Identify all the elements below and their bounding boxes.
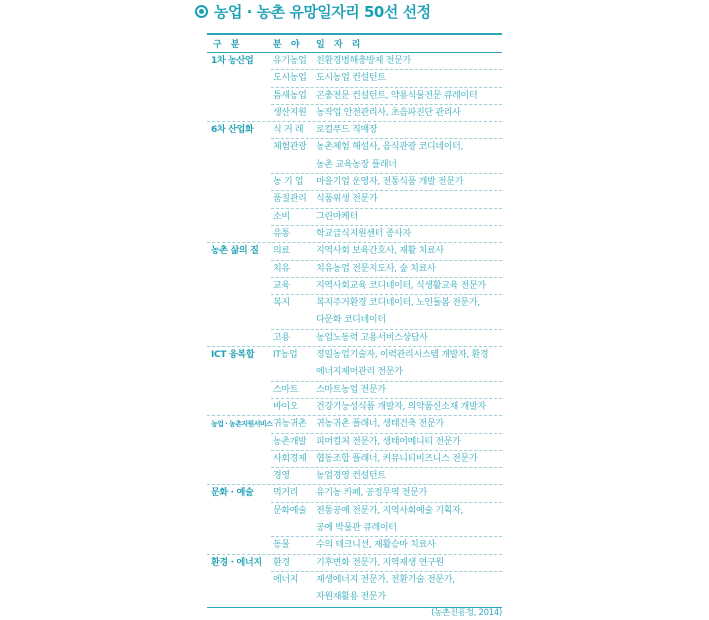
row-category: 6차 산업화 bbox=[211, 125, 254, 136]
table-row bbox=[207, 261, 502, 278]
job-line: 마을기업 운영자, 전통식품 개발 전문가 bbox=[316, 177, 464, 188]
job-line: 피머컬처 전문가, 생태어메니티 전문가 bbox=[316, 436, 461, 447]
table-row bbox=[207, 174, 502, 191]
row-jobs bbox=[316, 347, 502, 382]
job-line: 농작업 안전관리사, 초음파진단 관리사 bbox=[316, 107, 461, 118]
job-line: 농촌 교육농장 플래너 bbox=[316, 159, 397, 170]
row-field: 농 기 업 bbox=[273, 177, 304, 188]
table-row bbox=[207, 416, 502, 433]
row-jobs bbox=[316, 70, 502, 87]
job-line: 농업경영 컨설턴트 bbox=[316, 471, 386, 482]
job-line: 복지주거환경 코디네이터, 노인돌봄 전문가, bbox=[316, 298, 480, 309]
row-category: 농촌 삶의 질 bbox=[211, 246, 259, 257]
table-row bbox=[207, 347, 502, 382]
table-row bbox=[207, 468, 502, 485]
target-bullet-icon bbox=[195, 5, 208, 18]
page-title: 농업 · 농촌 유망일자리 50선 선정 bbox=[214, 2, 431, 21]
job-line: 그린마케터 bbox=[316, 211, 358, 222]
table-row bbox=[207, 191, 502, 208]
job-line: 전통공예 전문가, 지역사회예술 기획자, bbox=[316, 505, 464, 516]
job-line: 기후변화 전문가, 지역재생 연구원 bbox=[316, 557, 444, 568]
job-line: 친환경병해충방제 전문가 bbox=[316, 56, 411, 66]
job-line: 공예 박물관 큐레이터 bbox=[316, 523, 397, 534]
job-line: 수의 테크니션, 재활승마 치료사 bbox=[316, 540, 436, 551]
row-category: ICT 융복합 bbox=[211, 350, 255, 361]
table-row bbox=[207, 503, 502, 538]
row-jobs bbox=[316, 88, 502, 105]
job-line: 에너지제어관리 전문가 bbox=[316, 367, 403, 378]
row-field: 복지 bbox=[273, 298, 290, 309]
row-jobs bbox=[316, 572, 502, 607]
row-field: 생산지원 bbox=[273, 107, 307, 118]
row-field: 바이오 bbox=[273, 401, 299, 412]
job-line: 지역사회교육 코디네이터, 식생활교육 전문가 bbox=[316, 280, 486, 291]
row-jobs bbox=[316, 399, 502, 416]
row-jobs bbox=[316, 243, 502, 260]
table-row bbox=[207, 572, 502, 607]
job-line: 재생에너지 전문가, 전환기술 전문가, bbox=[316, 574, 455, 585]
row-field: 의료 bbox=[273, 246, 290, 257]
row-jobs bbox=[316, 503, 502, 538]
job-line: 협동조합 플래너, 커뮤니티비즈니스 전문가 bbox=[316, 453, 478, 464]
table-row bbox=[207, 53, 502, 70]
job-line: 정밀농업기술자, 이력관리시스템 개발자, 환경 bbox=[316, 350, 489, 361]
row-jobs bbox=[316, 537, 502, 554]
row-jobs bbox=[316, 485, 502, 502]
row-jobs bbox=[316, 416, 502, 433]
row-field: 유기농업 bbox=[273, 56, 307, 66]
row-field: 농촌개발 bbox=[273, 436, 307, 447]
table-row bbox=[207, 451, 502, 468]
table-row bbox=[207, 88, 502, 105]
row-category: 환경 · 에너지 bbox=[211, 557, 262, 568]
table-row bbox=[207, 70, 502, 87]
title-block bbox=[195, 0, 431, 22]
job-line: 농업노동력 고용서비스상담사 bbox=[316, 332, 428, 343]
job-line: 귀농귀촌 플래너, 생태건축 전문가 bbox=[316, 419, 444, 430]
row-field: 스마트 bbox=[273, 384, 299, 395]
table-row bbox=[207, 295, 502, 330]
row-field: 문화예술 bbox=[273, 505, 307, 516]
row-field: 경영 bbox=[273, 471, 290, 482]
row-jobs bbox=[316, 278, 502, 295]
row-field: 체험관광 bbox=[273, 142, 307, 153]
row-field: 귀농귀촌 bbox=[273, 419, 307, 430]
job-line: 유기농 카페, 공정무역 전문가 bbox=[316, 488, 427, 499]
row-field: 틈새농업 bbox=[273, 90, 307, 101]
table-row bbox=[207, 209, 502, 226]
table-row bbox=[207, 243, 502, 260]
row-field: 환경 bbox=[273, 557, 290, 568]
row-jobs bbox=[316, 330, 502, 347]
row-field: 소비 bbox=[273, 211, 290, 222]
row-field: 도시농업 bbox=[273, 73, 307, 84]
job-line: 치유농업 전문지도사, 숲 치료사 bbox=[316, 263, 436, 274]
job-line: 건강기능성식품 개발자, 의약품신소재 개발자 bbox=[316, 401, 486, 412]
job-line: 다문화 코디네이터 bbox=[316, 315, 386, 326]
row-field: 고용 bbox=[273, 332, 290, 343]
job-line: 자원재활용 전문가 bbox=[316, 592, 386, 603]
jobs-table bbox=[207, 33, 502, 608]
row-jobs bbox=[316, 53, 502, 70]
job-line: 로컬푸드 직매장 bbox=[316, 125, 378, 136]
table-row bbox=[207, 226, 502, 243]
row-jobs bbox=[316, 174, 502, 191]
table-row bbox=[207, 122, 502, 139]
header-field: 분 야 bbox=[273, 40, 303, 50]
row-field: 먹거리 bbox=[273, 488, 299, 499]
job-line: 곤충전문 컨설턴트, 약용식물전문 큐레이터 bbox=[316, 90, 478, 101]
job-line: 학교급식지원센터 종사자 bbox=[316, 228, 411, 239]
row-field: 에너지 bbox=[273, 574, 299, 585]
table-row bbox=[207, 382, 502, 399]
table-row bbox=[207, 399, 502, 416]
job-line: 도시농업 컨설턴트 bbox=[316, 73, 386, 84]
job-line: 식품위생 전문가 bbox=[316, 194, 378, 205]
table-row bbox=[207, 485, 502, 502]
job-line: 스마트농업 전문가 bbox=[316, 384, 386, 395]
table-body bbox=[207, 53, 502, 608]
table-row bbox=[207, 330, 502, 347]
row-field: 치유 bbox=[273, 263, 290, 274]
table-row bbox=[207, 537, 502, 554]
row-jobs bbox=[316, 191, 502, 208]
table-row bbox=[207, 434, 502, 451]
row-field: 사회경제 bbox=[273, 453, 307, 464]
row-field: 품질관리 bbox=[273, 194, 307, 205]
row-jobs bbox=[316, 261, 502, 278]
row-field: 동물 bbox=[273, 540, 290, 551]
row-category: 농업 · 농촌지원서비스 bbox=[211, 420, 273, 429]
row-jobs bbox=[316, 295, 502, 330]
job-line: 농촌체험 해설사, 음식관광 코디네이터, bbox=[316, 142, 464, 153]
row-category: 문화 · 예술 bbox=[211, 488, 254, 499]
row-jobs bbox=[316, 122, 502, 139]
row-field: 교육 bbox=[273, 280, 290, 291]
header-jobs: 일 자 리 bbox=[316, 40, 364, 50]
table-row bbox=[207, 105, 502, 122]
table-row bbox=[207, 139, 502, 174]
row-jobs bbox=[316, 139, 502, 174]
row-jobs bbox=[316, 226, 502, 243]
job-line: 지역사회 보육간호사, 재활 치료사 bbox=[316, 246, 444, 257]
row-jobs bbox=[316, 468, 502, 485]
row-jobs bbox=[316, 555, 502, 572]
row-field: 유통 bbox=[273, 228, 290, 239]
row-jobs bbox=[316, 105, 502, 122]
table-header bbox=[207, 35, 502, 53]
header-category: 구 분 bbox=[213, 40, 243, 50]
row-category: 1차 농산업 bbox=[211, 56, 254, 66]
row-jobs bbox=[316, 382, 502, 399]
table-row bbox=[207, 278, 502, 295]
row-jobs bbox=[316, 209, 502, 226]
row-jobs bbox=[316, 451, 502, 468]
row-jobs bbox=[316, 434, 502, 451]
table-row bbox=[207, 555, 502, 572]
row-field: IT농업 bbox=[273, 350, 298, 361]
source-note: (농촌진흥청, 2014) bbox=[431, 608, 502, 618]
row-field: 식 거 래 bbox=[273, 125, 304, 136]
